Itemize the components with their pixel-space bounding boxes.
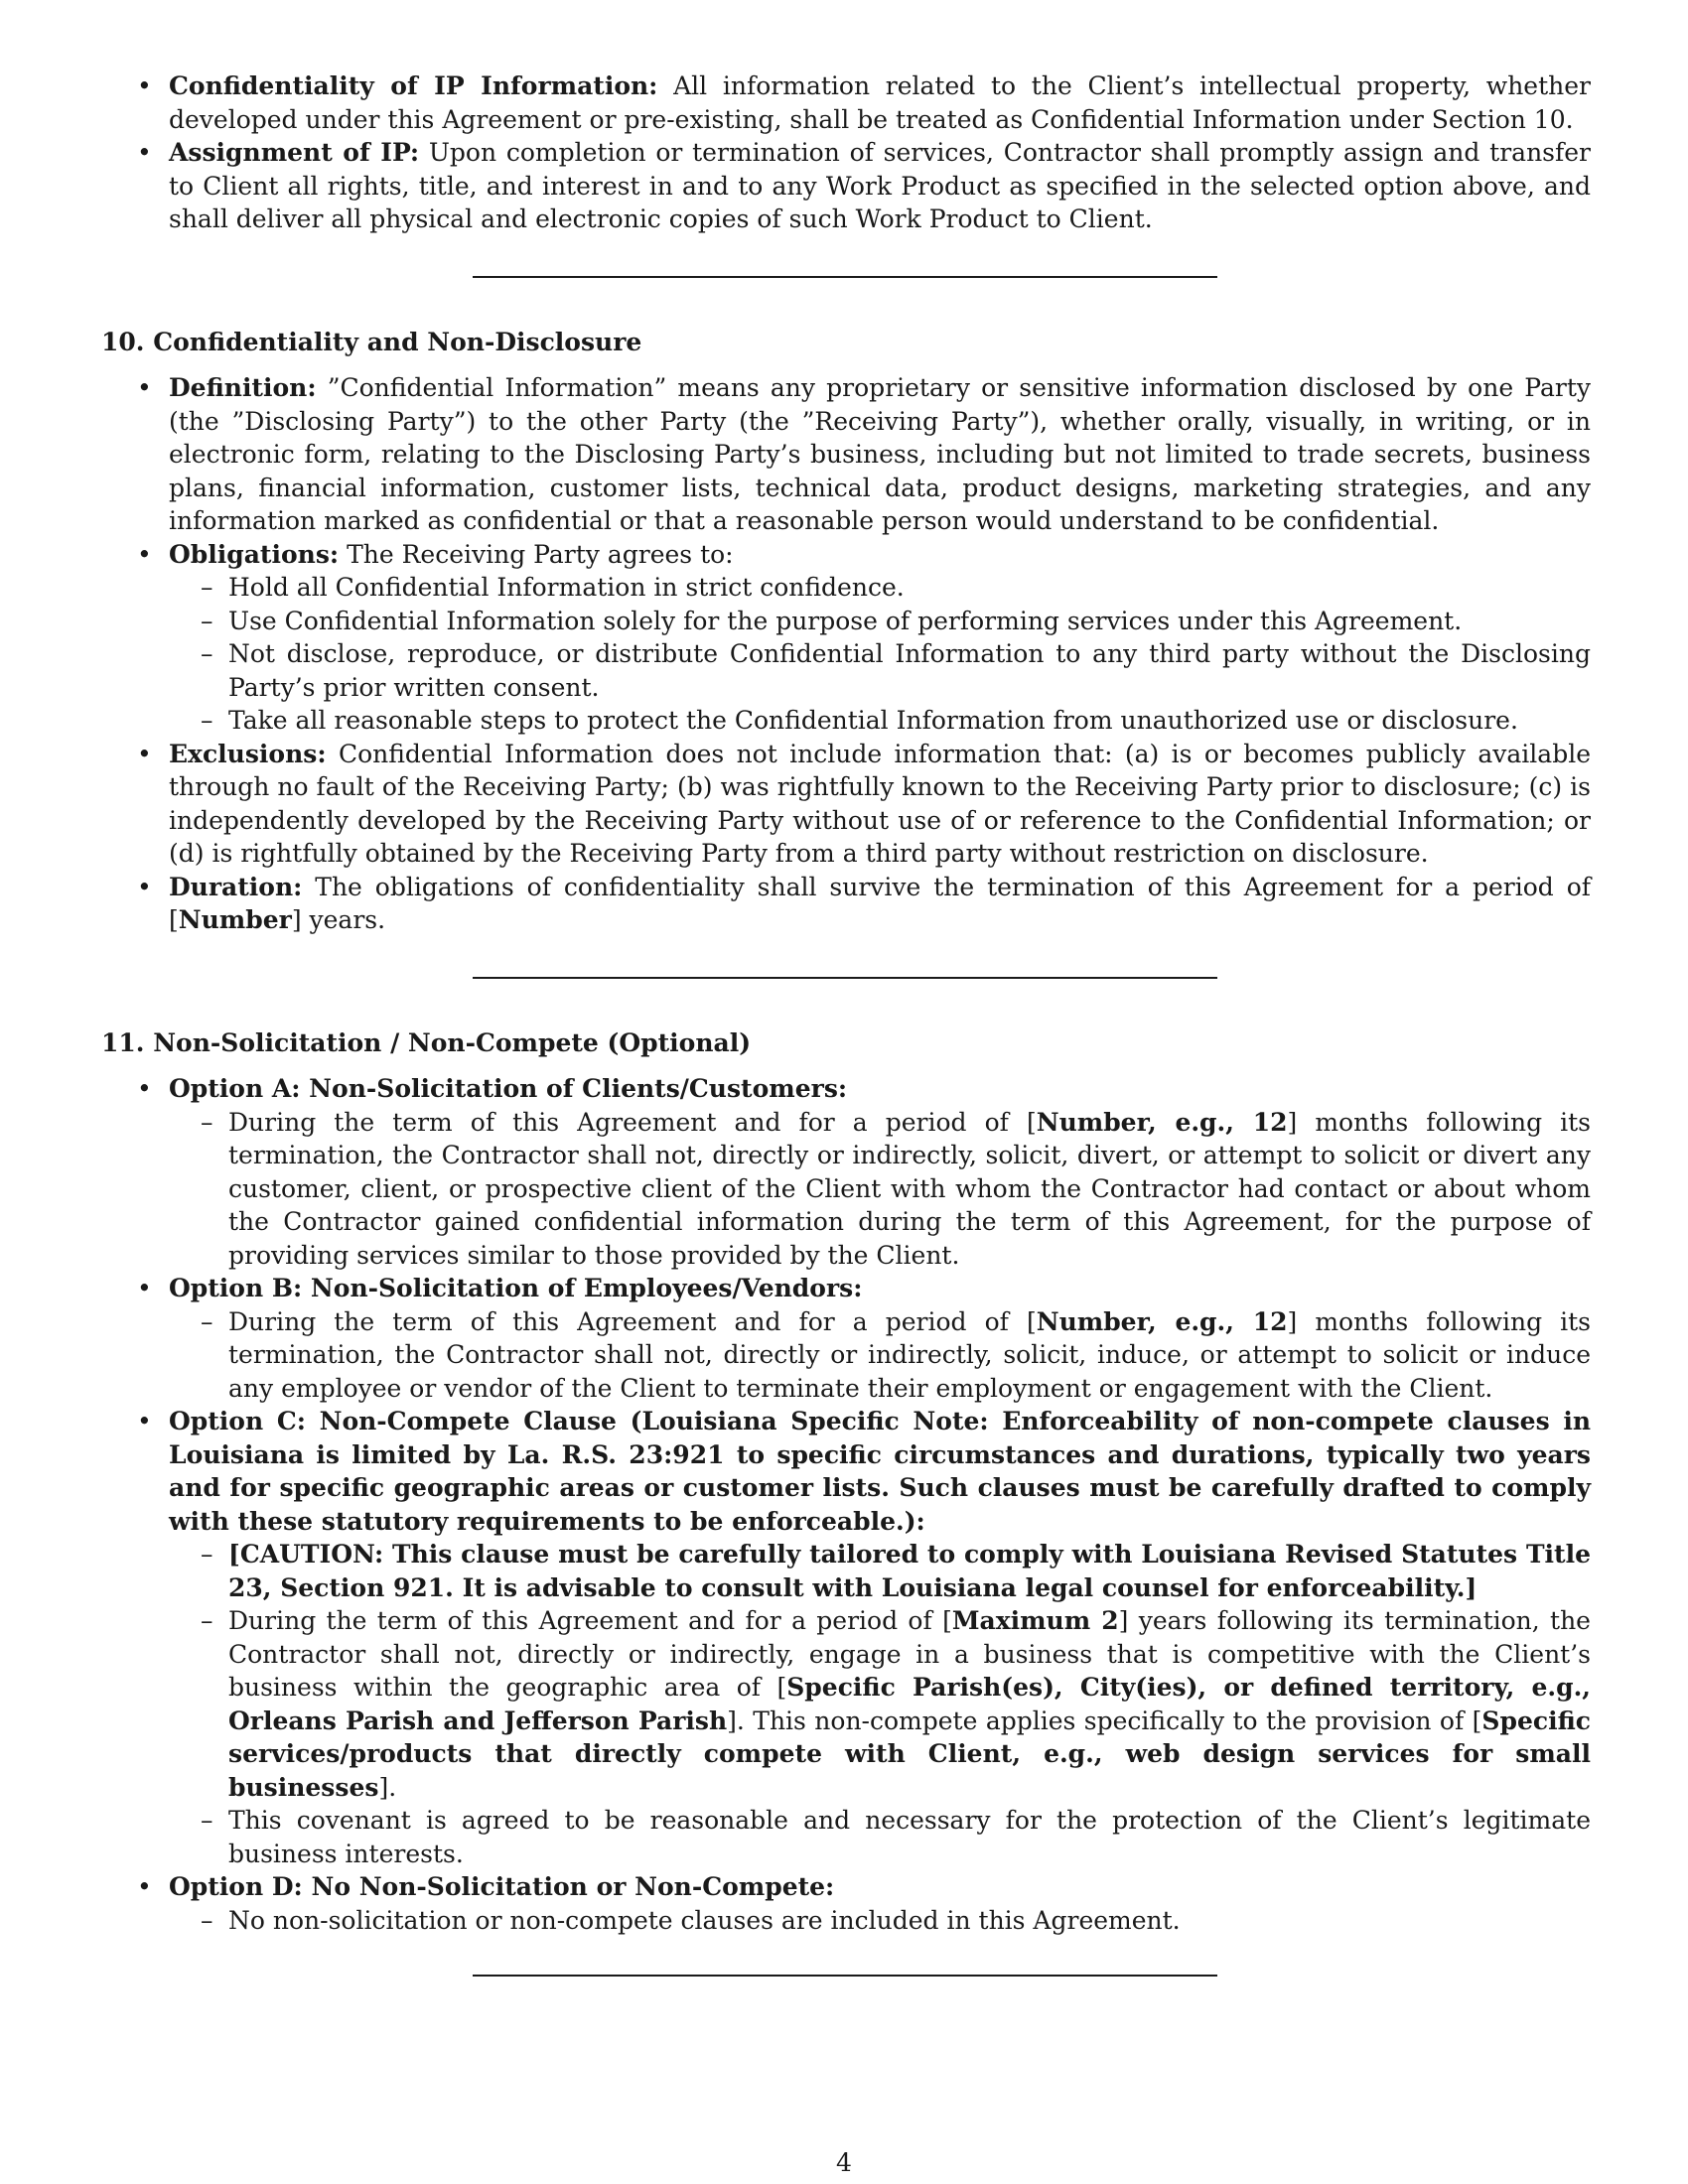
placeholder-field: Specific services/products that directly compete with Client, e.g., web design services for small businesses (228, 1706, 1591, 1802)
list-item-option-c (101, 1405, 1591, 1870)
item-text: All information related to the Client’s intellectual property, whether developed under this Agreement or pre-existing, shall be treated as Confidential Information under Section 10. (169, 71, 1591, 134)
placeholder-field: Number (178, 905, 292, 934)
item-text: ] years following its termination, the Contractor shall not, directly or indirectly, engage in a business that is competitive with the Client’s business within the geographic area of [ (228, 1606, 1591, 1702)
sub-item: – Hold all Confidential Information in strict confidence. (169, 571, 1591, 605)
list-item (101, 136, 1591, 236)
section-10-list (101, 371, 1591, 937)
list-item-duration (101, 871, 1591, 937)
caution-text: [CAUTION: This clause must be carefully tailored to comply with Louisiana Revised Statutes Title 23, Section 921. It is advisable to consult with Louisiana legal counsel for enforceability.] (228, 1540, 1591, 1602)
list-item-option-d (101, 1870, 1591, 1937)
item-title: Confidentiality of IP Information: (169, 71, 658, 100)
placeholder-field: Specific Parish(es), City(ies), or defined territory, e.g., Orleans Parish and Jefferson Parish (228, 1673, 1591, 1735)
item-text: ] months following its termination, the Contractor shall not, directly or indirectly, solicit, divert, or attempt to solicit or divert any customer, client, or prospective client of the Client with whom the Contractor had contact or about whom the Contractor gained confidential information during the term of this Agreement, for the purpose of providing services similar to those provided by the Client. (228, 1107, 1591, 1270)
option-title: Option B: Non-Solicitation of Employees/Vendors: (169, 1274, 863, 1302)
placeholder-field: Maximum 2 (951, 1606, 1119, 1635)
list-item (101, 69, 1591, 136)
section-11-heading: 11. Non-Solicitation / Non-Compete (Optional) (101, 1027, 752, 1057)
option-a-sublist (169, 1106, 1591, 1273)
item-text: ]. This non-compete applies specifically to the provision of [ (727, 1706, 1482, 1735)
sub-item: – Not disclose, reproduce, or distribute Confidential Information to any third party without the Disclosing Party’s prior written consent. (169, 637, 1591, 704)
item-text: ]. (378, 1772, 397, 1802)
item-title: Assignment of IP: (169, 138, 420, 167)
sub-item: – Take all reasonable steps to protect the Confidential Information from unauthorized use or disclosure. (169, 704, 1591, 738)
option-title: Option C: Non-Compete Clause (Louisiana Specific Note: Enforceability of non-compete clauses in Louisiana is limited by La. R.S. 23:921 to specific circumstances and durations, typically two years and for specific geographic areas or customer lists. Such clauses must be carefully drafted to comply with these statutory requirements to be enforceable.): (169, 1407, 1591, 1536)
item-text: ”Confidential Information” means any proprietary or sensitive information disclosed by one Party (the ”Disclosing Party”) to the other Party (the ”Receiving Party”), whether orally, visually, in writing, or in electronic form, relating to the Disclosing Party’s business, including but not limited to trade secrets, business plans, financial information, customer lists, technical data, product designs, marketing strategies, and any information marked as confidential or that a reasonable person would understand to be confidential. (169, 373, 1591, 535)
obligations-sublist (169, 571, 1591, 738)
list-item-obligations (101, 538, 1591, 738)
list-item-definition (101, 371, 1591, 538)
option-d-sublist (169, 1904, 1591, 1938)
sub-item: – No non-solicitation or non-compete clauses are included in this Agreement. (169, 1904, 1591, 1938)
section-10-heading: 10. Confidentiality and Non-Disclosure (101, 327, 642, 356)
item-text: During the term of this Agreement and for a period of [ (228, 1606, 952, 1635)
item-text: Confidential Information does not include information that: (a) is or becomes publicly available through no fault of the Receiving Party; (b) was rightfully known to the Receiving Party prior to disclosure; (c) is independently developed by the Receiving Party without use of or reference to the Confidential Information; or (d) is rightfully obtained by the Receiving Party from a third party without restriction on disclosure. (169, 739, 1591, 868)
list-item-option-a (101, 1072, 1591, 1272)
option-title: Option A: Non-Solicitation of Clients/Customers: (169, 1074, 848, 1103)
page-number: 4 (836, 2148, 852, 2177)
section-divider (473, 276, 1217, 278)
item-text: During the term of this Agreement and for a period of [ (228, 1107, 1037, 1137)
item-text: The Receiving Party agrees to: (339, 539, 734, 569)
item-text: Upon completion or termination of services, Contractor shall promptly assign and transfer to Client all rights, title, and interest in and to any Work Product as specified in the selected option above, and shall deliver all physical and electronic copies of such Work Product to Client. (169, 138, 1591, 233)
list-item-exclusions (101, 738, 1591, 871)
option-c-sublist (169, 1538, 1591, 1870)
placeholder-field: Number, e.g., 12 (1036, 1107, 1288, 1137)
sub-item (169, 1305, 1591, 1406)
sub-item: – This covenant is agreed to be reasonable and necessary for the protection of the Client’s legitimate business interests. (169, 1804, 1591, 1870)
list-item-option-b (101, 1272, 1591, 1405)
item-title: Obligations: (169, 539, 340, 569)
document-page (101, 69, 1591, 1977)
item-text: ] months following its termination, the Contractor shall not, directly or indirectly, solicit, induce, or attempt to solicit or induce any employee or vendor of the Client to terminate their employment or engagement with the Client. (228, 1306, 1591, 1403)
section-divider (473, 977, 1217, 979)
sub-item-caution (169, 1538, 1591, 1604)
item-title: Definition: (169, 373, 317, 402)
sub-item (169, 1604, 1591, 1804)
option-b-sublist (169, 1305, 1591, 1406)
item-title: Duration: (169, 872, 303, 901)
item-text: The obligations of confidentiality shall survive the termination of this Agreement for a period of [ (169, 872, 1591, 934)
sub-item (169, 1106, 1591, 1273)
item-title: Exclusions: (169, 739, 327, 768)
item-text: During the term of this Agreement and for a period of [ (228, 1306, 1037, 1336)
section-divider (473, 1975, 1217, 1977)
ip-list (101, 69, 1591, 236)
sub-item: – Use Confidential Information solely for the purpose of performing services under this Agreement. (169, 605, 1591, 638)
option-title: Option D: No Non-Solicitation or Non-Compete: (169, 1872, 835, 1901)
placeholder-field: Number, e.g., 12 (1036, 1306, 1288, 1336)
section-11-list (101, 1072, 1591, 1937)
item-text: ] years. (291, 905, 386, 934)
